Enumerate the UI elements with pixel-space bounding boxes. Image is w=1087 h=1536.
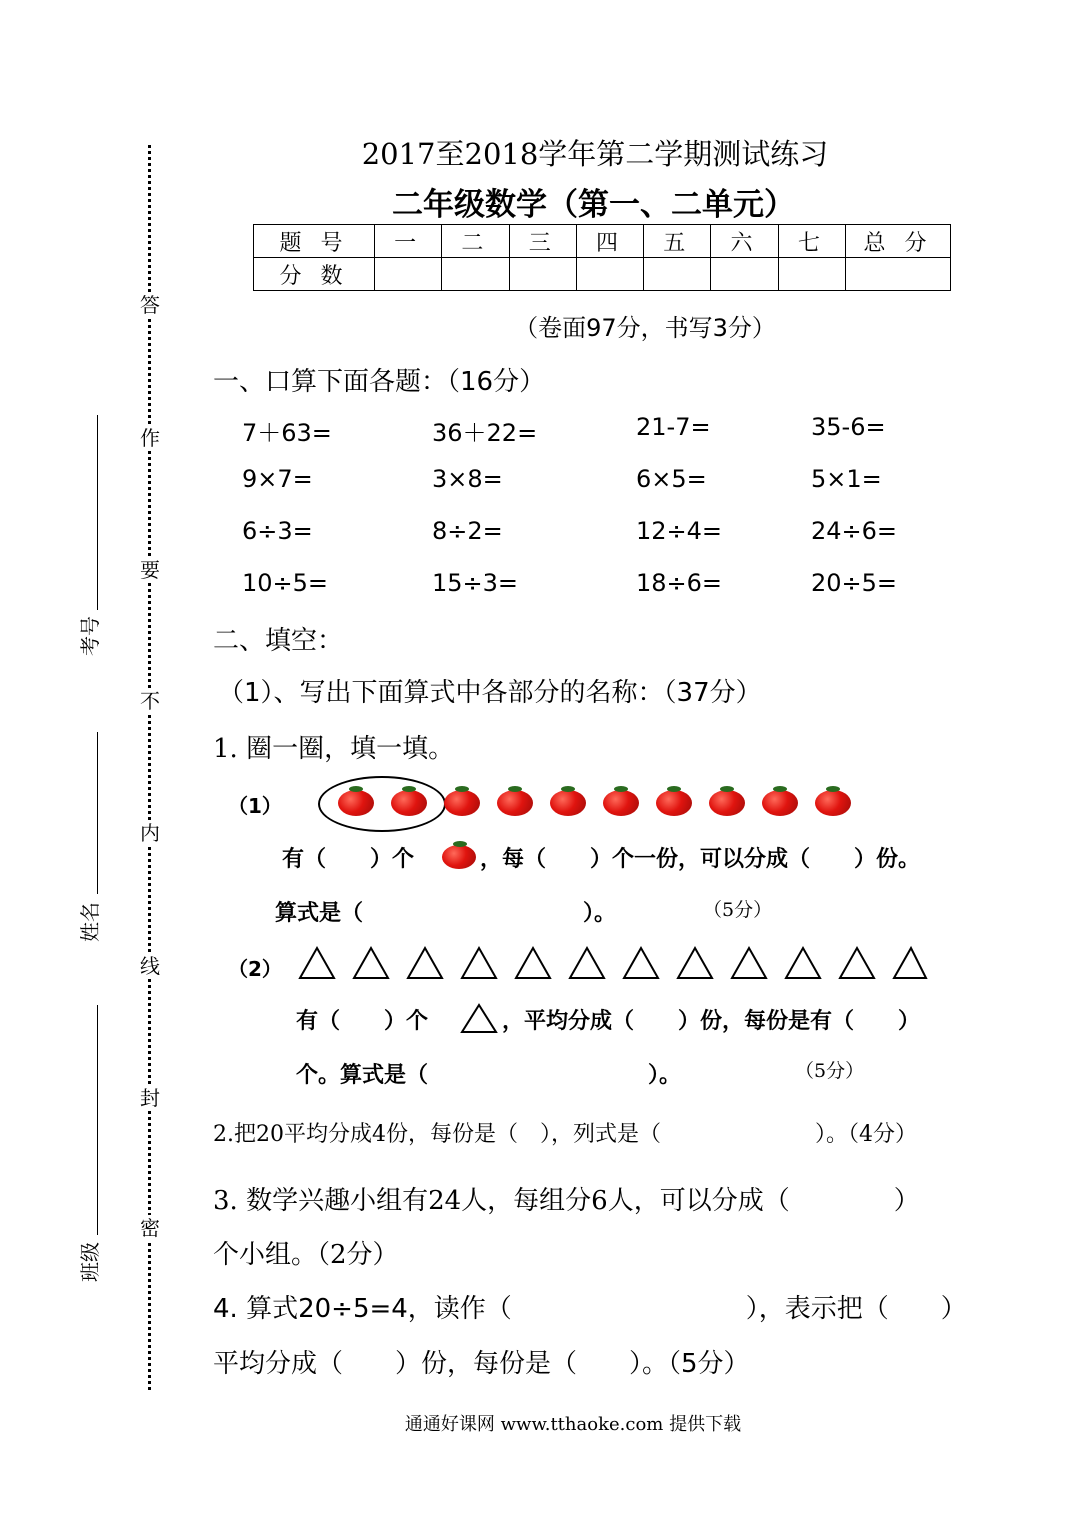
triangle-icon	[570, 948, 604, 978]
tomato-icon	[815, 790, 851, 816]
tomato-icon	[338, 790, 374, 816]
seal-char: 不	[140, 689, 160, 713]
score-input-cell[interactable]	[442, 258, 509, 291]
tomato-icon	[497, 790, 533, 816]
tomato-icon	[442, 845, 476, 869]
part2-points: （5分）	[795, 1060, 865, 1082]
section2-heading: 二、填空：	[213, 626, 344, 656]
tomato-icon	[656, 790, 692, 816]
triangle-icon	[786, 948, 820, 978]
score-cell: 七	[778, 225, 845, 258]
part1-text-a: 有（ ）个	[282, 847, 415, 872]
exam-number-line[interactable]	[97, 415, 98, 610]
exam-title: 2017至2018学年第二学期测试练习	[361, 137, 829, 171]
score-input-cell[interactable]	[576, 258, 643, 291]
calc-item: 36＋22=	[432, 419, 538, 447]
class-line[interactable]	[97, 1005, 98, 1235]
seal-char: 答	[140, 293, 160, 317]
triangle-icon	[516, 948, 550, 978]
triangle-icon	[732, 948, 766, 978]
part2-formula: 个。算式是（ ）。	[296, 1063, 682, 1088]
triangle-icon	[408, 948, 442, 978]
score-note: （卷面97分，书写3分）	[514, 314, 776, 342]
seal-char: 要	[140, 558, 160, 582]
question4-line2: 平均分成（ ）份，每份是（ ）。（5分）	[213, 1349, 750, 1379]
triangle-icon	[462, 948, 496, 978]
tomato-icon	[762, 790, 798, 816]
section1-heading: 一、口算下面各题：（16分）	[213, 367, 546, 397]
question2: 2.把20平均分成4份，每份是（ ），列式是（ ）。（4分）	[213, 1122, 917, 1147]
score-cell: 分 数	[254, 258, 375, 291]
calc-item: 21-7=	[636, 413, 711, 441]
triangle-icon	[624, 948, 658, 978]
score-input-cell[interactable]	[778, 258, 845, 291]
tomato-icon	[603, 790, 639, 816]
seal-char: 线	[140, 954, 160, 978]
footer-source: 通通好课网 www.tthaoke.com 提供下载	[404, 1414, 742, 1435]
part1-text-b: ，每（ ）个一份，可以分成（ ）份。	[480, 847, 921, 872]
part1-points: （5分）	[703, 899, 773, 921]
calc-item: 15÷3=	[432, 569, 519, 597]
score-input-cell[interactable]	[711, 258, 778, 291]
part2-text-b: ，平均分成（ ）份，每份是有（ ）	[502, 1009, 921, 1034]
calc-item: 6×5=	[636, 465, 707, 493]
exam-subtitle: 二年级数学（第一、二单元）	[392, 187, 795, 223]
score-table	[253, 224, 951, 291]
score-table-header-row	[254, 225, 951, 258]
part2-text-a: 有（ ）个	[296, 1009, 429, 1034]
triangle-row	[298, 944, 928, 980]
score-table-score-row	[254, 258, 951, 291]
question3-line1: 3. 数学兴趣小组有24人，每组分6人，可以分成（ ）	[213, 1186, 920, 1216]
score-cell: 二	[442, 225, 509, 258]
score-input-cell[interactable]	[846, 258, 951, 291]
tomato-icon	[391, 790, 427, 816]
score-input-cell[interactable]	[644, 258, 711, 291]
question4-line1: 4. 算式20÷5=4，读作（ ），表示把（ ）	[213, 1294, 967, 1324]
score-input-cell[interactable]	[509, 258, 576, 291]
score-cell: 总 分	[846, 225, 951, 258]
part2-label: （2）	[228, 957, 282, 981]
tomato-icon	[550, 790, 586, 816]
seal-char: 密	[140, 1216, 160, 1240]
part1-formula: 算式是（ ）。	[275, 901, 617, 926]
triangle-icon	[354, 948, 388, 978]
triangle-icon	[678, 948, 712, 978]
score-cell: 题 号	[254, 225, 375, 258]
calc-item: 20÷5=	[811, 569, 898, 597]
section2-sub1: （1）、写出下面算式中各部分的名称：（37分）	[218, 678, 762, 708]
score-cell: 一	[375, 225, 442, 258]
calc-item: 8÷2=	[432, 517, 503, 545]
calc-item: 10÷5=	[242, 569, 329, 597]
tomato-icon	[709, 790, 745, 816]
calc-item: 12÷4=	[636, 517, 723, 545]
calc-item: 24÷6=	[811, 517, 898, 545]
score-cell: 六	[711, 225, 778, 258]
tomato-icon	[444, 790, 480, 816]
triangle-icon	[300, 948, 334, 978]
seal-char: 作	[140, 426, 160, 450]
score-input-cell[interactable]	[375, 258, 442, 291]
triangle-icon	[894, 948, 926, 978]
class-label: 班级	[78, 1242, 102, 1282]
question1-title: 1. 圈一圈，填一填。	[213, 734, 455, 764]
calc-item: 7＋63=	[242, 419, 332, 447]
triangle-icon	[460, 1002, 500, 1034]
score-cell: 五	[644, 225, 711, 258]
score-cell: 三	[509, 225, 576, 258]
score-cell: 四	[576, 225, 643, 258]
calc-item: 35-6=	[811, 413, 886, 441]
calc-item: 18÷6=	[636, 569, 723, 597]
calc-item: 9×7=	[242, 465, 313, 493]
seal-char: 内	[140, 821, 160, 845]
seal-char: 封	[140, 1086, 160, 1110]
name-label: 姓名	[78, 902, 102, 942]
name-line[interactable]	[97, 732, 98, 894]
exam-number-label: 考号	[78, 616, 102, 656]
part1-label: （1）	[228, 794, 282, 818]
calc-item: 5×1=	[811, 465, 882, 493]
triangle-icon	[840, 948, 874, 978]
calc-item: 3×8=	[432, 465, 503, 493]
calc-item: 6÷3=	[242, 517, 313, 545]
question3-line2: 个小组。（2分）	[213, 1240, 399, 1270]
